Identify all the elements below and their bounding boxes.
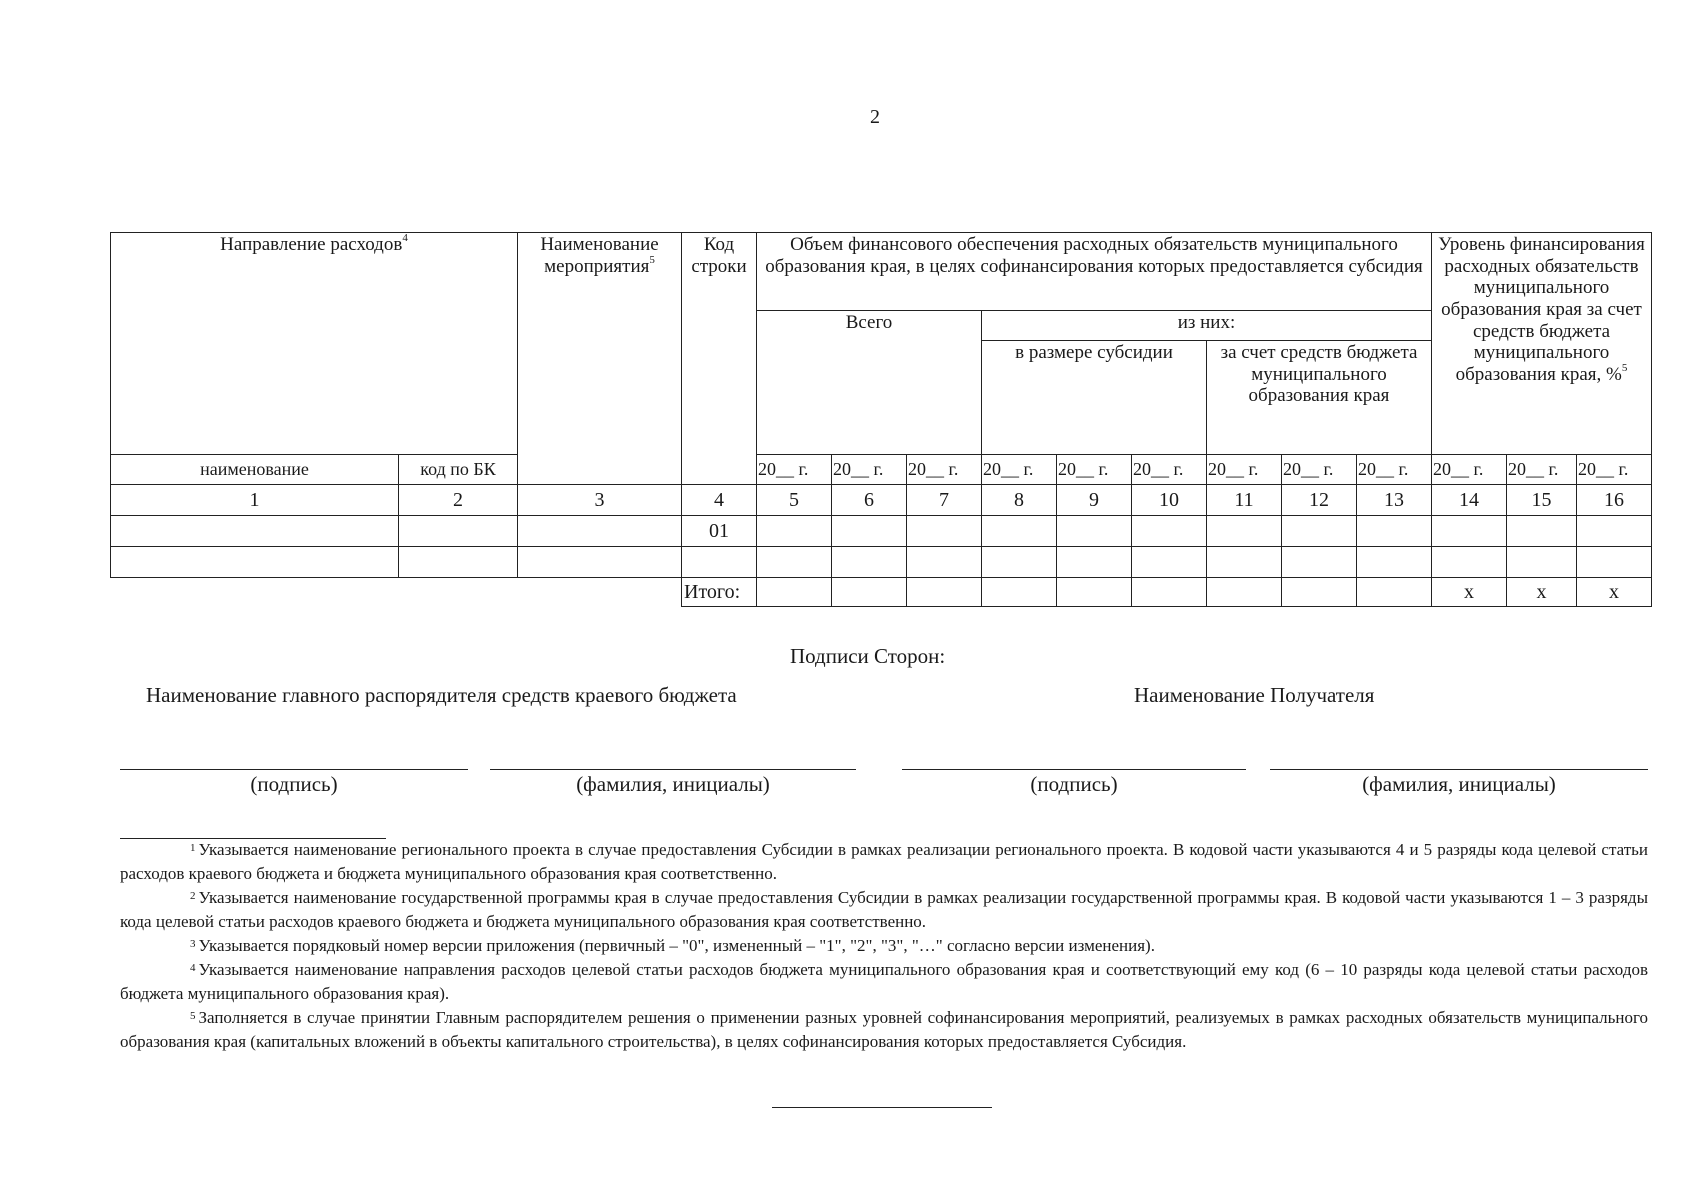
- header-subsidy-size: в размере субсидии: [982, 341, 1207, 455]
- column-number: 2: [399, 485, 518, 516]
- table-row: [111, 516, 1652, 547]
- column-number: 13: [1357, 485, 1432, 516]
- column-number: 3: [518, 485, 682, 516]
- year-cell: 20__ г.: [1577, 455, 1652, 485]
- header-of-them: из них:: [982, 311, 1432, 341]
- end-rule: [772, 1107, 992, 1108]
- signature-caption: (подпись): [1030, 772, 1118, 796]
- signature-line: [490, 769, 856, 770]
- year-cell: 20__ г.: [907, 455, 982, 485]
- column-number: 8: [982, 485, 1057, 516]
- column-number: 1: [111, 485, 399, 516]
- column-number: 15: [1507, 485, 1577, 516]
- chief-administrator-name: Наименование главного распорядителя средств краевого бюджета: [146, 683, 737, 707]
- recipient-name: Наименование Получателя: [1134, 683, 1375, 707]
- column-number: 10: [1132, 485, 1207, 516]
- column-number: 12: [1282, 485, 1357, 516]
- header-total: Всего: [757, 311, 982, 455]
- header-volume: Объем финансового обеспечения расходных обязательств муниципального образования края, в целях софинансирования которых предоставляется субсидия: [757, 233, 1432, 311]
- footnote: $^5$ Заполняется в случае принятии Главным распорядителем решения о применении разных уровней софинансирования мероприятий, реализуемых в рамках расходных обязательств муниципального образования края (капитальных вложений в объекты капитального строительства), в целях софинансирования которых предоставляется Субсидия.: [120, 1008, 1648, 1051]
- signature-line: [902, 769, 1246, 770]
- total-label: Итого:: [682, 578, 757, 607]
- x-mark: x: [1432, 578, 1507, 607]
- column-number: 16: [1577, 485, 1652, 516]
- footnote: $^1$ Указывается наименование регионального проекта в случае предоставления Субсидии в рамках реализации регионального проекта. В кодовой части указываются 4 и 5 разряды кода целевой статьи расходов краевого бюджета и бюджета муниципального образования края соответственно.: [120, 840, 1648, 883]
- year-cell: 20__ г.: [1357, 455, 1432, 485]
- header-event: Наименование мероприятия$^5$: [518, 233, 682, 485]
- footnote: $^2$ Указывается наименование государственной программы края в случае предоставления Субсидии в рамках реализации государственной программы края. В кодовой части указываются 1 – 3 разряды кода целевой статьи расходов краевого бюджета и бюджета муниципального образования края соответственно.: [120, 888, 1648, 931]
- column-number: 6: [832, 485, 907, 516]
- header-bk-code: код по БК: [399, 455, 518, 485]
- page-number: 2: [870, 106, 880, 128]
- signature-line: [1270, 769, 1648, 770]
- year-cell: 20__ г.: [982, 455, 1057, 485]
- year-cell: 20__ г.: [1057, 455, 1132, 485]
- header-own-budget: за счет средств бюджета муниципального образования края: [1207, 341, 1432, 455]
- column-number: 7: [907, 485, 982, 516]
- footnote: $^4$ Указывается наименование направления расходов целевой статьи расходов бюджета муниципального образования края и соответствующий ему код (6 – 10 разряды кода целевой статьи расходов бюджета муниципального образования края).: [120, 960, 1648, 1003]
- row-code: 01: [682, 516, 757, 547]
- year-cell: 20__ г.: [1432, 455, 1507, 485]
- signatures-title: Подписи Сторон:: [790, 644, 946, 668]
- header-level: Уровень финансирования расходных обязательств муниципального образования края за счет средств бюджета муниципального образования края, %$^5$: [1432, 233, 1652, 455]
- full-name-caption: (фамилия, инициалы): [1362, 772, 1556, 796]
- signature-line: [120, 769, 468, 770]
- header-code: Код строки: [682, 233, 757, 485]
- year-cell: 20__ г.: [1207, 455, 1282, 485]
- year-cell: 20__ г.: [757, 455, 832, 485]
- header-direction: Направление расходов$^4$: [111, 233, 518, 455]
- header-name: наименование: [111, 455, 399, 485]
- column-number: 14: [1432, 485, 1507, 516]
- full-name-caption: (фамилия, инициалы): [576, 772, 770, 796]
- column-number: 5: [757, 485, 832, 516]
- column-number: 11: [1207, 485, 1282, 516]
- year-cell: 20__ г.: [832, 455, 907, 485]
- table-row: [111, 547, 1652, 578]
- x-mark: x: [1507, 578, 1577, 607]
- year-cell: 20__ г.: [1282, 455, 1357, 485]
- x-mark: x: [1577, 578, 1652, 607]
- column-number: 4: [682, 485, 757, 516]
- year-cell: 20__ г.: [1132, 455, 1207, 485]
- footnote: $^3$ Указывается порядковый номер версии приложения (первичный – "0", измененный – "1", "2", "3", "…" согласно версии изменения).: [190, 936, 1155, 955]
- year-cell: 20__ г.: [1507, 455, 1577, 485]
- footnotes: [120, 838, 1648, 1054]
- signature-caption: (подпись): [250, 772, 338, 796]
- subsidy-table: [110, 232, 1652, 607]
- total-row: [111, 578, 1652, 607]
- column-number: 9: [1057, 485, 1132, 516]
